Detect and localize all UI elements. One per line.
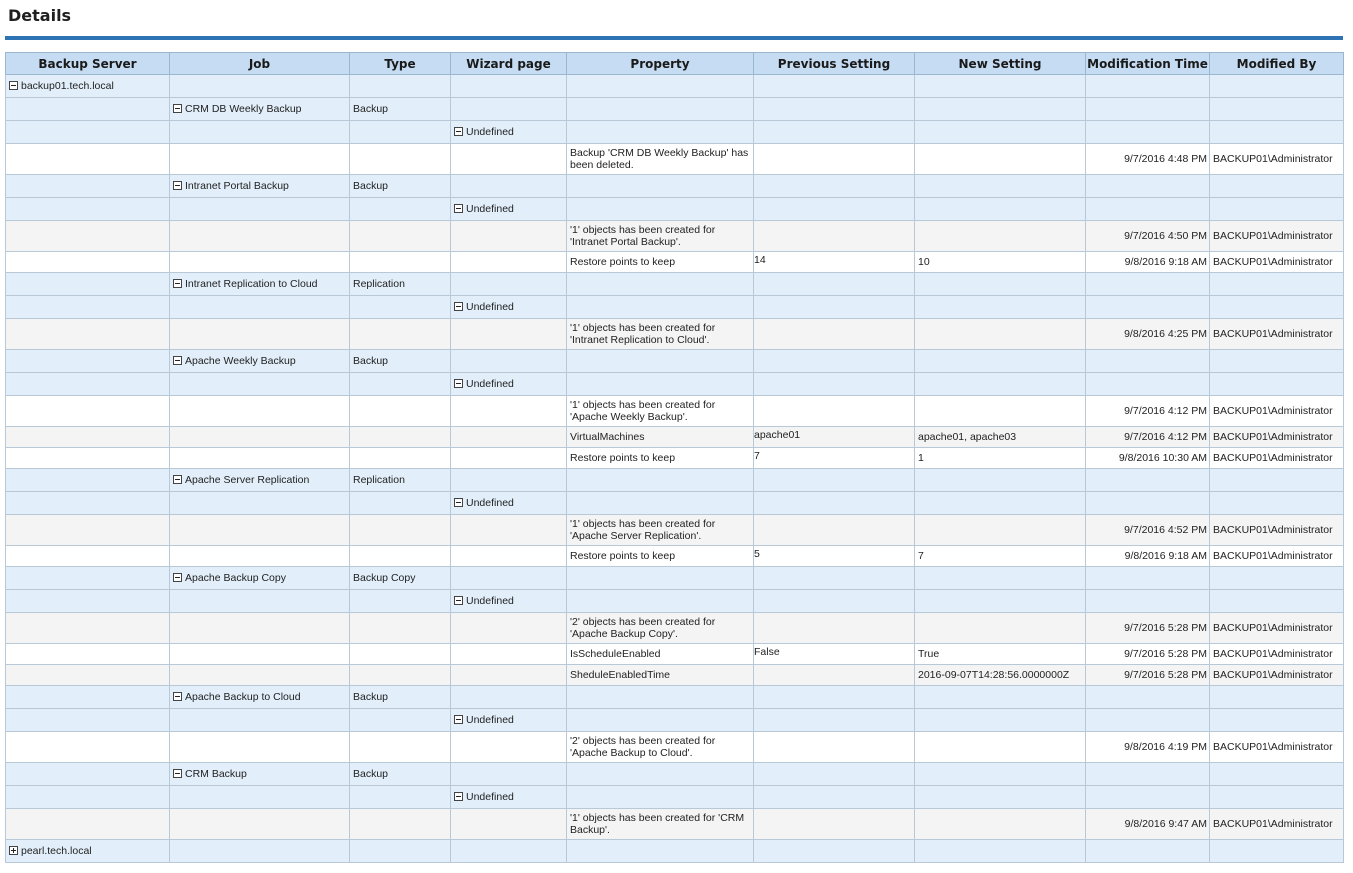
column-header-modification-time[interactable]: Modification Time	[1086, 53, 1210, 75]
job-name: CRM Backup	[185, 768, 247, 780]
property-cell: Restore points to keep	[567, 252, 754, 273]
modified-by-cell: BACKUP01\Administrator	[1210, 809, 1344, 840]
property-cell: '1' objects has been created for 'Apache Server Replication'.	[567, 515, 754, 546]
column-header-modified-by[interactable]: Modified By	[1210, 53, 1344, 75]
collapse-icon[interactable]	[173, 769, 182, 778]
header-row	[6, 53, 1344, 75]
job-cell[interactable]	[170, 567, 350, 590]
server-cell[interactable]	[6, 840, 170, 863]
job-cell[interactable]	[170, 686, 350, 709]
job-row	[6, 567, 1344, 590]
wizard-cell[interactable]	[451, 786, 567, 809]
modified-by-cell: BACKUP01\Administrator	[1210, 427, 1344, 448]
page-title: Details	[8, 6, 72, 25]
new-setting-cell: 7	[915, 546, 1086, 567]
wizard-cell[interactable]	[451, 121, 567, 144]
collapse-icon[interactable]	[173, 573, 182, 582]
change-row	[6, 144, 1344, 175]
change-row	[6, 515, 1344, 546]
job-cell[interactable]	[170, 273, 350, 296]
wizard-page-name: Undefined	[466, 791, 514, 803]
collapse-icon[interactable]	[454, 127, 463, 136]
wizard-row	[6, 709, 1344, 732]
collapse-icon[interactable]	[454, 715, 463, 724]
modified-by-cell: BACKUP01\Administrator	[1210, 221, 1344, 252]
modified-by-cell: BACKUP01\Administrator	[1210, 252, 1344, 273]
modification-time-cell: 9/7/2016 4:48 PM	[1086, 144, 1210, 175]
column-header-new-setting[interactable]: New Setting	[915, 53, 1086, 75]
property-cell: '2' objects has been created for 'Apache Backup to Cloud'.	[567, 732, 754, 763]
job-name: Intranet Portal Backup	[185, 180, 289, 192]
collapse-icon[interactable]	[454, 498, 463, 507]
job-name: CRM DB Weekly Backup	[185, 103, 302, 115]
property-cell: '2' objects has been created for 'Apache Backup Copy'.	[567, 613, 754, 644]
modified-by-cell: BACKUP01\Administrator	[1210, 644, 1344, 665]
property-cell: Restore points to keep	[567, 546, 754, 567]
collapse-icon[interactable]	[173, 356, 182, 365]
new-setting-cell: 10	[915, 252, 1086, 273]
modified-by-cell: BACKUP01\Administrator	[1210, 732, 1344, 763]
previous-setting-cell: 14	[754, 252, 915, 273]
job-row	[6, 763, 1344, 786]
wizard-page-name: Undefined	[466, 595, 514, 607]
change-row	[6, 221, 1344, 252]
property-cell: VirtualMachines	[567, 427, 754, 448]
column-header-type[interactable]: Type	[350, 53, 451, 75]
job-row	[6, 469, 1344, 492]
modification-time-cell: 9/8/2016 9:18 AM	[1086, 252, 1210, 273]
job-name: Apache Weekly Backup	[185, 355, 296, 367]
column-header-job[interactable]: Job	[170, 53, 350, 75]
modification-time-cell: 9/7/2016 5:28 PM	[1086, 613, 1210, 644]
wizard-page-name: Undefined	[466, 714, 514, 726]
new-setting-cell: apache01, apache03	[915, 427, 1086, 448]
previous-setting-cell: 7	[754, 448, 915, 469]
modification-time-cell: 9/7/2016 4:52 PM	[1086, 515, 1210, 546]
previous-setting-cell: apache01	[754, 427, 915, 448]
collapse-icon[interactable]	[454, 302, 463, 311]
wizard-row	[6, 590, 1344, 613]
modified-by-cell: BACKUP01\Administrator	[1210, 665, 1344, 686]
server-row	[6, 75, 1344, 98]
change-row	[6, 613, 1344, 644]
property-cell: Backup 'CRM DB Weekly Backup' has been deleted.	[567, 144, 754, 175]
column-header-previous-setting[interactable]: Previous Setting	[754, 53, 915, 75]
job-type: Backup	[350, 98, 451, 121]
wizard-row	[6, 296, 1344, 319]
wizard-cell[interactable]	[451, 590, 567, 613]
column-header-backup-server[interactable]: Backup Server	[6, 53, 170, 75]
modification-time-cell: 9/8/2016 4:25 PM	[1086, 319, 1210, 350]
previous-setting-cell: 5	[754, 546, 915, 567]
job-type: Replication	[350, 469, 451, 492]
wizard-row	[6, 492, 1344, 515]
wizard-cell[interactable]	[451, 373, 567, 396]
change-row	[6, 732, 1344, 763]
wizard-row	[6, 373, 1344, 396]
wizard-row	[6, 121, 1344, 144]
collapse-icon[interactable]	[173, 692, 182, 701]
job-name: Apache Backup Copy	[185, 572, 286, 584]
modified-by-cell: BACKUP01\Administrator	[1210, 396, 1344, 427]
job-cell[interactable]	[170, 469, 350, 492]
job-cell[interactable]	[170, 98, 350, 121]
job-cell[interactable]	[170, 763, 350, 786]
collapse-icon[interactable]	[454, 204, 463, 213]
wizard-cell[interactable]	[451, 492, 567, 515]
job-name: Apache Backup to Cloud	[185, 691, 301, 703]
wizard-page-name: Undefined	[466, 301, 514, 313]
job-row	[6, 98, 1344, 121]
modified-by-cell: BACKUP01\Administrator	[1210, 613, 1344, 644]
change-row	[6, 252, 1344, 273]
server-name: backup01.tech.local	[21, 80, 114, 92]
job-cell[interactable]	[170, 350, 350, 373]
modification-time-cell: 9/8/2016 10:30 AM	[1086, 448, 1210, 469]
wizard-page-name: Undefined	[466, 497, 514, 509]
expand-icon[interactable]	[9, 846, 18, 855]
job-type: Replication	[350, 273, 451, 296]
property-cell: SheduleEnabledTime	[567, 665, 754, 686]
wizard-cell[interactable]	[451, 709, 567, 732]
collapse-icon[interactable]	[9, 81, 18, 90]
modification-time-cell: 9/8/2016 4:19 PM	[1086, 732, 1210, 763]
property-cell: '1' objects has been created for 'Apache Weekly Backup'.	[567, 396, 754, 427]
job-name: Apache Server Replication	[185, 474, 310, 486]
modified-by-cell: BACKUP01\Administrator	[1210, 546, 1344, 567]
server-name: pearl.tech.local	[21, 845, 92, 857]
job-row	[6, 273, 1344, 296]
server-cell[interactable]	[6, 75, 170, 98]
job-name: Intranet Replication to Cloud	[185, 278, 318, 290]
modification-time-cell: 9/8/2016 9:47 AM	[1086, 809, 1210, 840]
column-header-property[interactable]: Property	[567, 53, 754, 75]
property-cell: '1' objects has been created for 'Intranet Replication to Cloud'.	[567, 319, 754, 350]
property-cell: Restore points to keep	[567, 448, 754, 469]
title-divider	[5, 36, 1343, 40]
job-row	[6, 350, 1344, 373]
previous-setting-cell	[754, 665, 915, 686]
collapse-icon[interactable]	[454, 379, 463, 388]
modified-by-cell: BACKUP01\Administrator	[1210, 144, 1344, 175]
collapse-icon[interactable]	[454, 596, 463, 605]
modified-by-cell: BACKUP01\Administrator	[1210, 515, 1344, 546]
job-cell[interactable]	[170, 175, 350, 198]
new-setting-cell: 1	[915, 448, 1086, 469]
property-cell: IsScheduleEnabled	[567, 644, 754, 665]
modification-time-cell: 9/7/2016 4:12 PM	[1086, 427, 1210, 448]
wizard-row	[6, 198, 1344, 221]
wizard-cell[interactable]	[451, 198, 567, 221]
job-type: Backup Copy	[350, 567, 451, 590]
modified-by-cell: BACKUP01\Administrator	[1210, 448, 1344, 469]
previous-setting-cell: False	[754, 644, 915, 665]
collapse-icon[interactable]	[173, 104, 182, 113]
wizard-page-name: Undefined	[466, 378, 514, 390]
wizard-cell[interactable]	[451, 296, 567, 319]
job-row	[6, 175, 1344, 198]
wizard-page-name: Undefined	[466, 126, 514, 138]
job-type: Backup	[350, 686, 451, 709]
change-row	[6, 427, 1344, 448]
modified-by-cell: BACKUP01\Administrator	[1210, 319, 1344, 350]
column-header-wizard-page[interactable]: Wizard page	[451, 53, 567, 75]
collapse-icon[interactable]	[173, 475, 182, 484]
change-row	[6, 546, 1344, 567]
job-type: Backup	[350, 763, 451, 786]
job-row	[6, 686, 1344, 709]
collapse-icon[interactable]	[173, 279, 182, 288]
modification-time-cell: 9/7/2016 4:50 PM	[1086, 221, 1210, 252]
change-row	[6, 448, 1344, 469]
change-row	[6, 319, 1344, 350]
modification-time-cell: 9/7/2016 5:28 PM	[1086, 665, 1210, 686]
wizard-page-name: Undefined	[466, 203, 514, 215]
modification-time-cell: 9/7/2016 5:28 PM	[1086, 644, 1210, 665]
change-row	[6, 644, 1344, 665]
change-row	[6, 396, 1344, 427]
details-table	[5, 52, 1344, 863]
wizard-row	[6, 786, 1344, 809]
property-cell: '1' objects has been created for 'CRM Backup'.	[567, 809, 754, 840]
modification-time-cell: 9/8/2016 9:18 AM	[1086, 546, 1210, 567]
collapse-icon[interactable]	[173, 181, 182, 190]
new-setting-cell: 2016-09-07T14:28:56.0000000Z	[915, 665, 1086, 686]
job-type: Backup	[350, 350, 451, 373]
property-cell: '1' objects has been created for 'Intranet Portal Backup'.	[567, 221, 754, 252]
modification-time-cell: 9/7/2016 4:12 PM	[1086, 396, 1210, 427]
job-type: Backup	[350, 175, 451, 198]
new-setting-cell: True	[915, 644, 1086, 665]
change-row	[6, 665, 1344, 686]
server-row	[6, 840, 1344, 863]
collapse-icon[interactable]	[454, 792, 463, 801]
change-row	[6, 809, 1344, 840]
